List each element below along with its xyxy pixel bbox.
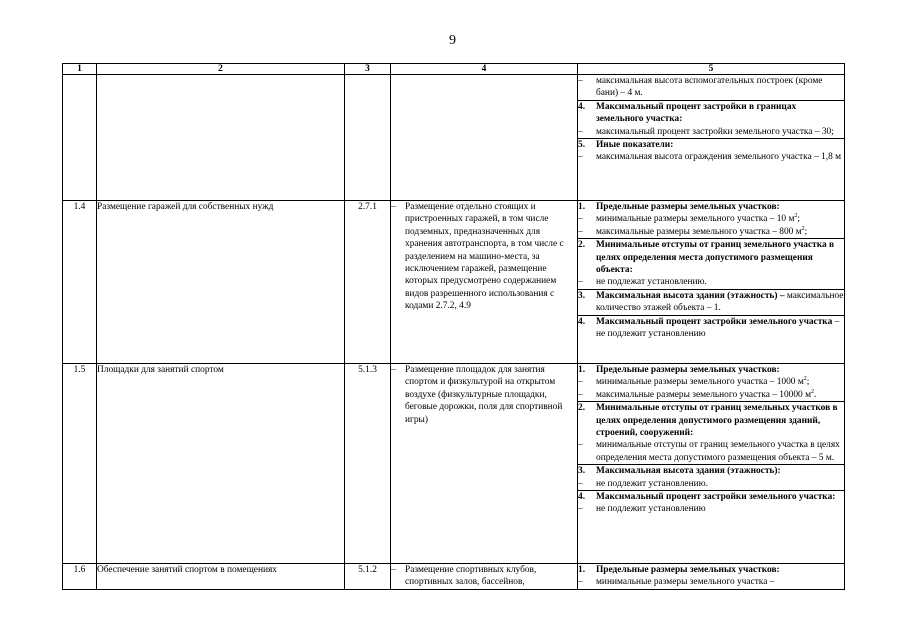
item-number: 3. — [578, 466, 586, 477]
parameter-item — [578, 576, 844, 588]
item-text: не подлежит установлению — [596, 504, 706, 515]
item-text: Предельные размеры земельных участков: — [596, 202, 780, 212]
parameters-cell — [578, 201, 845, 364]
row-number: 1.6 — [63, 564, 97, 590]
parameter-heading — [578, 402, 844, 439]
item-number: 5. — [578, 140, 586, 151]
use-type-name: Размещение гаражей для собственных нужд — [97, 201, 345, 364]
parameter-heading — [578, 465, 844, 477]
column-header: 2 — [97, 64, 345, 75]
use-description: Размещение отдельно стоящих и пристроенных гаражей, в том числе подземных, предназначенных для хранения автотранспорта, в том числе с разделением на машино-места, за исключением гаражей, размещение которых предусмотрено содержанием видов разрешенного использования с кодами 2.7.2, 4.9 — [405, 202, 564, 312]
parameter-heading — [578, 139, 844, 151]
item-number: 2. — [578, 240, 586, 251]
dash-marker: – — [578, 504, 583, 515]
table-header-row — [63, 64, 845, 75]
column-header: 4 — [391, 64, 578, 75]
page-number: 9 — [449, 33, 456, 48]
item-text: Предельные размеры земельных участков: — [596, 365, 780, 375]
parameter-item — [578, 439, 844, 464]
item-text: максимальная высота ограждения земельного участка – 1,8 м — [596, 152, 842, 163]
item-text: Максимальный процент застройки в границах земельного участка: — [596, 101, 797, 125]
use-code: 5.1.2 — [345, 564, 391, 590]
use-description: Размещение площадок для занятия спортом и физкультурой на открытом воздухе (физкультурные площадки, беговые дорожки, поля для спортивной игры) — [405, 365, 563, 425]
item-text: Иные показатели: — [596, 140, 674, 151]
parameter-heading — [578, 491, 844, 503]
item-text: минимальные размеры земельного участка – 10 $м^2$; — [596, 213, 801, 225]
dash-marker: – — [578, 478, 583, 489]
item-text: Минимальные отступы от границ земельных участков в целях определения допустимого размещения зданий, строений, сооружений: — [596, 403, 838, 439]
parameter-heading — [578, 364, 844, 376]
item-text: Максимальная высота здания (этажность): — [596, 466, 781, 477]
parameters-cell — [578, 364, 845, 564]
item-text: минимальные размеры земельного участка – 1000 $м^2$; — [596, 376, 810, 388]
parameter-heading — [578, 290, 844, 315]
table-row: 1.5 Площадки для занятий спортом 5.1.3 – Размещение площадок для занятия спортом и физкультурой на открытом воздухе (физкультурные площадки, беговые дорожки, поля для спортивной игры) 1. Предельные размеры земельных участков: – минимальные размеры земельного участка – 1000 $м^2$; – максимальные размеры земельного участка – 10000 $м^2$. 2. Минимальные отступы от границ земельных участков в целях определения допустимого размещения зданий, строений, сооружений: – минимальные отступы от границ земельного участка в целях определения места допустимого размещения объекта – 5 м. 3. Максимальная высота здания (этажность): – не подлежит установлению. 4. Максимальный процент застройки земельного участка: – не подлежит установлению — [63, 364, 845, 564]
parameter-item — [578, 389, 844, 401]
dash-marker: – — [578, 277, 583, 288]
item-text: не подлежит установлению. — [596, 478, 708, 489]
table-row: 1.4 Размещение гаражей для собственных нужд 2.7.1 – Размещение отдельно стоящих и пристроенных гаражей, в том числе подземных, предназначенных для хранения автотранспорта, в том числе с разделением на машино-места, за исключением гаражей, размещение которых предусмотрено содержанием видов разрешенного использования с кодами 2.7.2, 4.9 1. Предельные размеры земельных участков: – минимальные размеры земельного участка – 10 $м^2$; – максимальные размеры земельного участка – 800 $м^2$; 2. Минимальные отступы от границ земельного участка в целях определения места допустимого размещения объекта: – не подлежат установлению. 3. Максимальная высота здания (этажность) – максимальное количество этажей объекта – 1. 4. Максимальный процент застройки земельного участка – не подлежит установлению — [63, 201, 845, 364]
parameter-item — [578, 213, 844, 225]
parameter-item — [578, 276, 844, 288]
item-number: 4. — [578, 492, 586, 503]
parameter-heading — [578, 564, 844, 576]
dash-marker: – — [578, 440, 583, 451]
land-use-table — [62, 63, 845, 590]
parameter-item — [578, 75, 844, 100]
parameter-item — [578, 151, 844, 163]
item-text: не подлежат установлению. — [596, 277, 707, 288]
item-number: 4. — [578, 101, 586, 112]
parameters-cell — [578, 75, 845, 201]
row-number: 1.5 — [63, 364, 97, 564]
column-header: 1 — [63, 64, 97, 75]
parameter-item — [578, 126, 844, 138]
item-text: максимальный процент застройки земельного участка – 30; — [596, 126, 834, 137]
parameters-cell — [578, 564, 845, 590]
dash-marker: – — [578, 577, 583, 588]
parameter-item — [578, 503, 844, 515]
parameter-item — [578, 478, 844, 490]
parameter-heading — [578, 101, 844, 126]
dash-marker: – — [578, 389, 583, 400]
item-text: максимальные размеры земельного участка – 10000 $м^2$. — [596, 388, 817, 400]
item-text: минимальные размеры земельного участка – — [596, 577, 775, 588]
table-row-continuation — [63, 75, 845, 201]
dash-marker: – — [578, 377, 583, 388]
parameter-heading — [578, 239, 844, 276]
use-code: 2.7.1 — [345, 201, 391, 364]
item-text: Максимальный процент застройки земельного участка: — [596, 492, 836, 503]
dash-marker: – — [578, 226, 583, 237]
use-description: Размещение спортивных клубов, спортивных залов, бассейнов, — [405, 565, 537, 588]
item-text: максимальные размеры земельного участка – 800 $м^2$; — [596, 225, 808, 237]
item-number: 3. — [578, 290, 586, 301]
dash-marker: – — [578, 76, 583, 86]
item-number: 1. — [578, 365, 586, 375]
item-text: Максимальная высота здания (этажность) – максимальное количество этажей объекта – 1. — [596, 290, 844, 314]
parameter-heading — [578, 316, 844, 341]
use-type-name: Обеспечение занятий спортом в помещениях — [97, 564, 345, 590]
use-code: 5.1.3 — [345, 364, 391, 564]
item-text: Максимальный процент застройки земельного участка – не подлежит установлению — [596, 316, 840, 340]
dash-marker: – — [578, 126, 583, 137]
column-header: 3 — [345, 64, 391, 75]
item-number: 4. — [578, 316, 586, 327]
item-number: 1. — [578, 202, 586, 212]
use-type-name: Площадки для занятий спортом — [97, 364, 345, 564]
item-text: Предельные размеры земельных участков: — [596, 565, 780, 575]
table-row: 1.6 Обеспечение занятий спортом в помещениях 5.1.2 – Размещение спортивных клубов, спортивных залов, бассейнов, 1. Предельные размеры земельных участков: – минимальные размеры земельного участка – — [63, 564, 845, 590]
item-text: минимальные отступы от границ земельного участка в целях определения места допустимого размещения объекта – 5 м. — [596, 440, 840, 463]
parameter-item — [578, 226, 844, 238]
dash-marker: – — [578, 152, 583, 163]
item-number: 2. — [578, 403, 586, 414]
item-text: максимальная высота вспомогательных построек (кроме бани) – 4 м. — [596, 76, 823, 99]
item-number: 1. — [578, 565, 586, 575]
parameter-item — [578, 376, 844, 388]
column-header: 5 — [578, 64, 845, 75]
parameter-heading — [578, 201, 844, 213]
dash-marker: – — [578, 214, 583, 225]
row-number: 1.4 — [63, 201, 97, 364]
item-text: Минимальные отступы от границ земельного участка в целях определения места допустимого размещения объекта: — [596, 240, 835, 276]
